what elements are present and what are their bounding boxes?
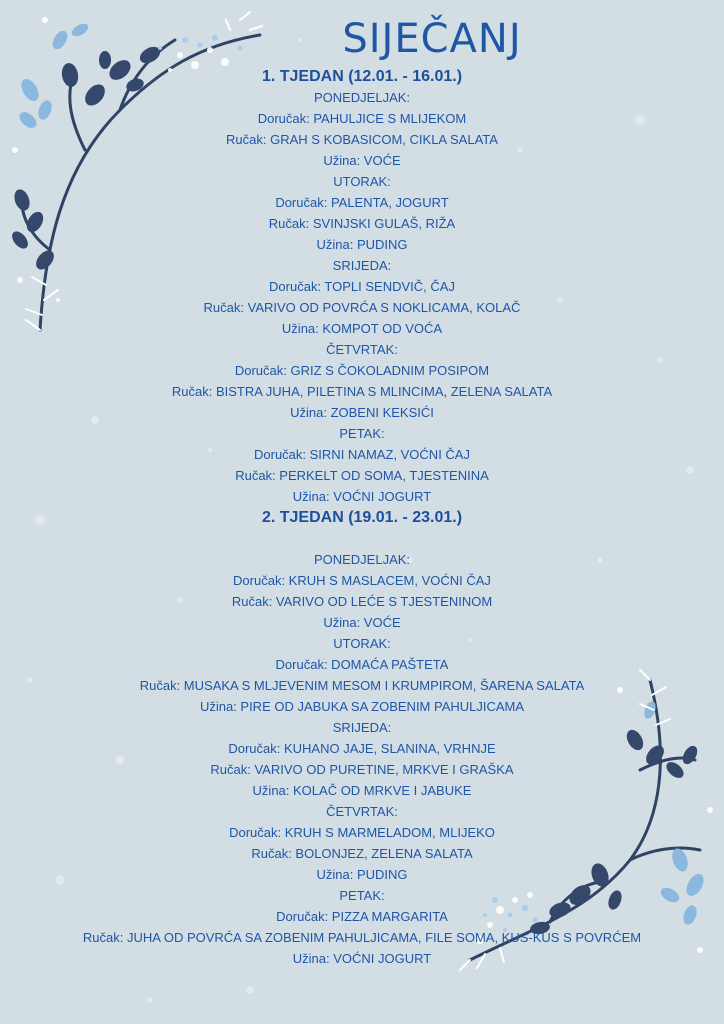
snack-item: Užina: KOLAČ OD MRKVE I JABUKE <box>252 783 472 798</box>
breakfast-item: Doručak: KUHANO JAJE, SLANINA, VRHNJE <box>228 741 496 756</box>
day-name: UTORAK: <box>333 636 391 651</box>
breakfast-item: Doručak: KRUH S MASLACEM, VOĆNI ČAJ <box>233 573 491 588</box>
lunch-item: Ručak: MUSAKA S MLJEVENIM MESOM I KRUMPIROM, ŠARENA SALATA <box>139 678 585 693</box>
lunch-item: Ručak: BOLONJEZ, ZELENA SALATA <box>251 846 473 861</box>
day-name: SRIJEDA: <box>332 258 392 273</box>
day-name: ČETVRTAK: <box>326 342 398 357</box>
lunch-item: Ručak: SVINJSKI GULAŠ, RIŽA <box>268 216 456 231</box>
snack-item: Užina: VOĆNI JOGURT <box>292 489 432 504</box>
day-name: PETAK: <box>339 426 385 441</box>
breakfast-item: Doručak: GRIZ S ČOKOLADNIM POSIPOM <box>234 363 490 378</box>
week-1-heading: 1. TJEDAN (12.01. - 16.01.) <box>261 68 463 85</box>
breakfast-item: Doručak: PIZZA MARGARITA <box>276 909 448 924</box>
snack-item: Užina: VOĆNI JOGURT <box>292 951 432 966</box>
snack-item: Užina: VOĆE <box>323 615 401 630</box>
day-name: PONEDJELJAK: <box>313 90 411 105</box>
day-name: PETAK: <box>339 888 385 903</box>
week-2-heading: 2. TJEDAN (19.01. - 23.01.) <box>261 509 463 526</box>
day-name: SRIJEDA: <box>332 720 392 735</box>
lunch-item: Ručak: VARIVO OD POVRĆA S NOKLICAMA, KOLAČ <box>203 300 521 315</box>
day-name: ČETVRTAK: <box>326 804 398 819</box>
lunch-item: Ručak: PERKELT OD SOMA, TJESTENINA <box>235 468 489 483</box>
snack-item: Užina: PUDING <box>316 867 408 882</box>
snack-item: Užina: ZOBENI KEKSIĆI <box>290 405 434 420</box>
menu-content <box>0 14 724 969</box>
breakfast-item: Doručak: SIRNI NAMAZ, VOĆNI ČAJ <box>254 447 470 462</box>
snack-item: Užina: VOĆE <box>323 153 401 168</box>
page-title: SIJEČANJ <box>342 16 522 62</box>
day-name: UTORAK: <box>333 174 391 189</box>
day-name: PONEDJELJAK: <box>313 552 411 567</box>
breakfast-item: Doručak: KRUH S MARMELADOM, MLIJEKO <box>229 825 495 840</box>
lunch-item: Ručak: GRAH S KOBASICOM, CIKLA SALATA <box>226 132 498 147</box>
breakfast-item: Doručak: TOPLI SENDVIČ, ČAJ <box>269 279 455 294</box>
snack-item: Užina: PUDING <box>316 237 408 252</box>
breakfast-item: Doručak: PALENTA, JOGURT <box>275 195 449 210</box>
breakfast-item: Doručak: DOMAĆA PAŠTETA <box>275 657 449 672</box>
spacer <box>0 528 724 549</box>
breakfast-item: Doručak: PAHULJICE S MLIJEKOM <box>257 111 467 126</box>
lunch-item: Ručak: BISTRA JUHA, PILETINA S MLINCIMA, ZELENA SALATA <box>171 384 553 399</box>
snack-item: Užina: PIRE OD JABUKA SA ZOBENIM PAHULJICAMA <box>199 699 525 714</box>
lunch-item: Ručak: VARIVO OD PURETINE, MRKVE I GRAŠKA <box>210 762 514 777</box>
lunch-item: Ručak: JUHA OD POVRĆA SA ZOBENIM PAHULJICAMA, FILE SOMA, KUS-KUS S POVRĆEM <box>82 930 642 945</box>
lunch-item: Ručak: VARIVO OD LEĆE S TJESTENINOM <box>231 594 493 609</box>
snack-item: Užina: KOMPOT OD VOĆA <box>281 321 443 336</box>
